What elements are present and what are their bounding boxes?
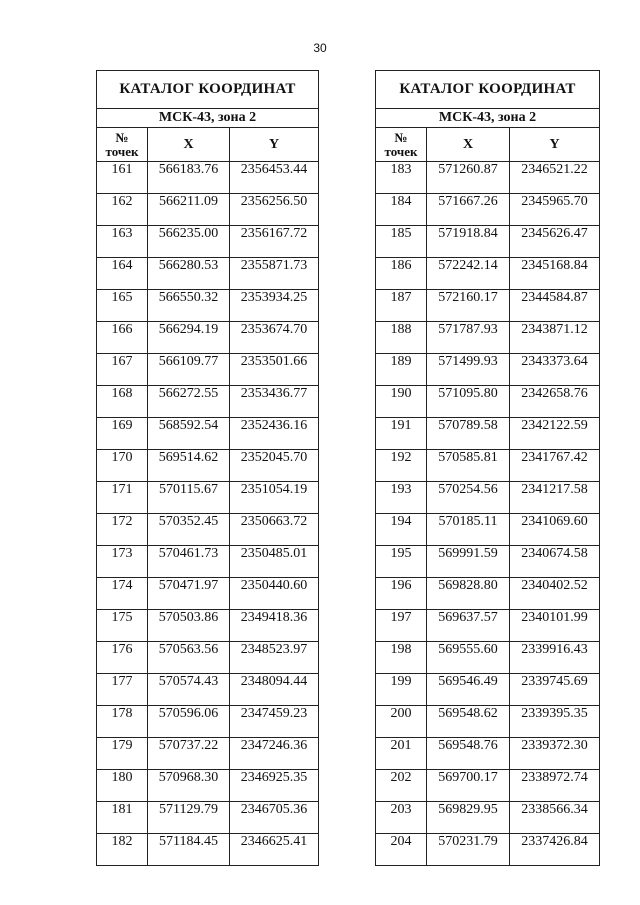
table-row	[97, 738, 319, 770]
column-header-row	[376, 128, 600, 162]
x-coordinate-cell: 570968.30	[148, 770, 230, 802]
x-coordinate-cell: 570585.81	[427, 450, 510, 482]
y-coordinate-cell: 2339372.30	[510, 738, 600, 770]
y-coordinate-cell: 2347459.23	[230, 706, 319, 738]
point-number-cell: 180	[97, 770, 148, 802]
header-x: X	[427, 128, 510, 162]
y-coordinate-cell: 2345168.84	[510, 258, 600, 290]
point-number-cell: 162	[97, 194, 148, 226]
x-coordinate-cell: 566211.09	[148, 194, 230, 226]
table-row	[376, 802, 600, 834]
table-row	[97, 706, 319, 738]
table-row	[97, 546, 319, 578]
x-coordinate-cell: 570737.22	[148, 738, 230, 770]
point-number-cell: 176	[97, 642, 148, 674]
y-coordinate-cell: 2350663.72	[230, 514, 319, 546]
y-coordinate-cell: 2349418.36	[230, 610, 319, 642]
table-row	[376, 226, 600, 258]
y-coordinate-cell: 2339745.69	[510, 674, 600, 706]
table-row	[376, 482, 600, 514]
y-coordinate-cell: 2353674.70	[230, 322, 319, 354]
point-number-cell: 185	[376, 226, 427, 258]
x-coordinate-cell: 572160.17	[427, 290, 510, 322]
point-number-cell: 183	[376, 162, 427, 194]
table-row	[97, 610, 319, 642]
x-coordinate-cell: 571787.93	[427, 322, 510, 354]
point-number-cell: 202	[376, 770, 427, 802]
y-coordinate-cell: 2343373.64	[510, 354, 600, 386]
catalog-body	[376, 71, 600, 866]
table-row	[97, 674, 319, 706]
y-coordinate-cell: 2343871.12	[510, 322, 600, 354]
point-number-cell: 187	[376, 290, 427, 322]
x-coordinate-cell: 569700.17	[427, 770, 510, 802]
x-coordinate-cell: 569828.80	[427, 578, 510, 610]
x-coordinate-cell: 566550.32	[148, 290, 230, 322]
table-row	[376, 322, 600, 354]
table-row	[97, 386, 319, 418]
y-coordinate-cell: 2338972.74	[510, 770, 600, 802]
y-coordinate-cell: 2356453.44	[230, 162, 319, 194]
x-coordinate-cell: 570574.43	[148, 674, 230, 706]
y-coordinate-cell: 2341069.60	[510, 514, 600, 546]
x-coordinate-cell: 566272.55	[148, 386, 230, 418]
point-number-cell: 193	[376, 482, 427, 514]
point-number-cell: 175	[97, 610, 148, 642]
table-row	[376, 258, 600, 290]
y-coordinate-cell: 2353501.66	[230, 354, 319, 386]
point-number-cell: 201	[376, 738, 427, 770]
page-number: 30	[313, 41, 327, 55]
header-point-number	[97, 128, 148, 162]
table-row	[376, 706, 600, 738]
catalog-body	[97, 71, 319, 866]
y-coordinate-cell: 2350485.01	[230, 546, 319, 578]
table-row	[97, 482, 319, 514]
table-row	[376, 290, 600, 322]
x-coordinate-cell: 571095.80	[427, 386, 510, 418]
point-number-cell: 204	[376, 834, 427, 866]
x-coordinate-cell: 566183.76	[148, 162, 230, 194]
y-coordinate-cell: 2339916.43	[510, 642, 600, 674]
table-row	[97, 514, 319, 546]
y-coordinate-cell: 2340674.58	[510, 546, 600, 578]
table-row	[97, 162, 319, 194]
x-coordinate-cell: 569548.76	[427, 738, 510, 770]
table-row	[376, 546, 600, 578]
catalog-title: КАТАЛОГ КООРДИНАТ	[97, 71, 319, 109]
x-coordinate-cell: 569555.60	[427, 642, 510, 674]
table-row	[97, 578, 319, 610]
x-coordinate-cell: 569546.49	[427, 674, 510, 706]
y-coordinate-cell: 2340101.99	[510, 610, 600, 642]
y-coordinate-cell: 2352436.16	[230, 418, 319, 450]
header-points-label: точек	[384, 143, 418, 159]
y-coordinate-cell: 2341767.42	[510, 450, 600, 482]
table-row	[97, 418, 319, 450]
point-number-cell: 196	[376, 578, 427, 610]
x-coordinate-cell: 568592.54	[148, 418, 230, 450]
catalog-zone: МСК-43, зона 2	[97, 109, 319, 128]
x-coordinate-cell: 569514.62	[148, 450, 230, 482]
x-coordinate-cell: 570563.56	[148, 642, 230, 674]
x-coordinate-cell: 570596.06	[148, 706, 230, 738]
y-coordinate-cell: 2345626.47	[510, 226, 600, 258]
header-points-label: точек	[105, 143, 139, 159]
point-number-cell: 167	[97, 354, 148, 386]
table-row	[97, 290, 319, 322]
y-coordinate-cell: 2342658.76	[510, 386, 600, 418]
y-coordinate-cell: 2346625.41	[230, 834, 319, 866]
y-coordinate-cell: 2340402.52	[510, 578, 600, 610]
point-number-cell: 164	[97, 258, 148, 290]
table-row	[376, 834, 600, 866]
y-coordinate-cell: 2351054.19	[230, 482, 319, 514]
point-number-cell: 189	[376, 354, 427, 386]
x-coordinate-cell: 569991.59	[427, 546, 510, 578]
point-number-cell: 198	[376, 642, 427, 674]
y-coordinate-cell: 2356167.72	[230, 226, 319, 258]
table-row	[376, 418, 600, 450]
point-number-cell: 179	[97, 738, 148, 770]
point-number-cell: 197	[376, 610, 427, 642]
y-coordinate-cell: 2346925.35	[230, 770, 319, 802]
y-coordinate-cell: 2353436.77	[230, 386, 319, 418]
x-coordinate-cell: 571667.26	[427, 194, 510, 226]
y-coordinate-cell: 2346705.36	[230, 802, 319, 834]
table-row	[97, 834, 319, 866]
catalog-title: КАТАЛОГ КООРДИНАТ	[376, 71, 600, 109]
y-coordinate-cell: 2353934.25	[230, 290, 319, 322]
x-coordinate-cell: 570471.97	[148, 578, 230, 610]
table-row	[376, 770, 600, 802]
header-x: X	[148, 128, 230, 162]
x-coordinate-cell: 571184.45	[148, 834, 230, 866]
point-number-cell: 199	[376, 674, 427, 706]
table-row	[97, 194, 319, 226]
y-coordinate-cell: 2342122.59	[510, 418, 600, 450]
x-coordinate-cell: 569637.57	[427, 610, 510, 642]
table-row	[97, 450, 319, 482]
table-row	[376, 514, 600, 546]
table-row	[376, 450, 600, 482]
point-number-cell: 191	[376, 418, 427, 450]
point-number-cell: 192	[376, 450, 427, 482]
table-row	[97, 770, 319, 802]
point-number-cell: 190	[376, 386, 427, 418]
coordinate-catalog-right	[375, 70, 600, 866]
y-coordinate-cell: 2339395.35	[510, 706, 600, 738]
point-number-cell: 200	[376, 706, 427, 738]
header-number-sign: №	[115, 129, 129, 145]
table-row	[376, 354, 600, 386]
x-coordinate-cell: 570254.56	[427, 482, 510, 514]
point-number-cell: 194	[376, 514, 427, 546]
x-coordinate-cell: 570461.73	[148, 546, 230, 578]
point-number-cell: 166	[97, 322, 148, 354]
y-coordinate-cell: 2338566.34	[510, 802, 600, 834]
point-number-cell: 186	[376, 258, 427, 290]
x-coordinate-cell: 571918.84	[427, 226, 510, 258]
point-number-cell: 172	[97, 514, 148, 546]
x-coordinate-cell: 570503.86	[148, 610, 230, 642]
x-coordinate-cell: 569829.95	[427, 802, 510, 834]
header-y: Y	[510, 128, 600, 162]
y-coordinate-cell: 2348094.44	[230, 674, 319, 706]
catalog-zone: МСК-43, зона 2	[376, 109, 600, 128]
table-row	[97, 802, 319, 834]
point-number-cell: 177	[97, 674, 148, 706]
x-coordinate-cell: 570789.58	[427, 418, 510, 450]
y-coordinate-cell: 2355871.73	[230, 258, 319, 290]
table-row	[376, 578, 600, 610]
table-row	[97, 258, 319, 290]
x-coordinate-cell: 570185.11	[427, 514, 510, 546]
table-row	[376, 194, 600, 226]
table-row	[97, 354, 319, 386]
x-coordinate-cell: 566280.53	[148, 258, 230, 290]
x-coordinate-cell: 570231.79	[427, 834, 510, 866]
coordinate-catalog-left	[96, 70, 319, 866]
point-number-cell: 174	[97, 578, 148, 610]
y-coordinate-cell: 2341217.58	[510, 482, 600, 514]
y-coordinate-cell: 2352045.70	[230, 450, 319, 482]
y-coordinate-cell: 2348523.97	[230, 642, 319, 674]
x-coordinate-cell: 566109.77	[148, 354, 230, 386]
x-coordinate-cell: 566294.19	[148, 322, 230, 354]
table-row	[97, 322, 319, 354]
point-number-cell: 161	[97, 162, 148, 194]
y-coordinate-cell: 2344584.87	[510, 290, 600, 322]
point-number-cell: 165	[97, 290, 148, 322]
table-row	[376, 642, 600, 674]
header-point-number	[376, 128, 427, 162]
point-number-cell: 184	[376, 194, 427, 226]
table-row	[376, 386, 600, 418]
point-number-cell: 173	[97, 546, 148, 578]
point-number-cell: 170	[97, 450, 148, 482]
x-coordinate-cell: 571499.93	[427, 354, 510, 386]
point-number-cell: 195	[376, 546, 427, 578]
point-number-cell: 182	[97, 834, 148, 866]
point-number-cell: 203	[376, 802, 427, 834]
x-coordinate-cell: 569548.62	[427, 706, 510, 738]
point-number-cell: 178	[97, 706, 148, 738]
column-header-row	[97, 128, 319, 162]
point-number-cell: 188	[376, 322, 427, 354]
y-coordinate-cell: 2350440.60	[230, 578, 319, 610]
table-row	[97, 226, 319, 258]
x-coordinate-cell: 570115.67	[148, 482, 230, 514]
table-row	[376, 610, 600, 642]
table-row	[376, 674, 600, 706]
table-row	[97, 642, 319, 674]
x-coordinate-cell: 571129.79	[148, 802, 230, 834]
table-row	[376, 738, 600, 770]
x-coordinate-cell: 571260.87	[427, 162, 510, 194]
header-number-sign: №	[394, 129, 408, 145]
y-coordinate-cell: 2356256.50	[230, 194, 319, 226]
point-number-cell: 163	[97, 226, 148, 258]
header-y: Y	[230, 128, 319, 162]
x-coordinate-cell: 572242.14	[427, 258, 510, 290]
y-coordinate-cell: 2337426.84	[510, 834, 600, 866]
point-number-cell: 171	[97, 482, 148, 514]
table-row	[376, 162, 600, 194]
y-coordinate-cell: 2347246.36	[230, 738, 319, 770]
x-coordinate-cell: 570352.45	[148, 514, 230, 546]
y-coordinate-cell: 2345965.70	[510, 194, 600, 226]
x-coordinate-cell: 566235.00	[148, 226, 230, 258]
point-number-cell: 168	[97, 386, 148, 418]
point-number-cell: 181	[97, 802, 148, 834]
y-coordinate-cell: 2346521.22	[510, 162, 600, 194]
point-number-cell: 169	[97, 418, 148, 450]
